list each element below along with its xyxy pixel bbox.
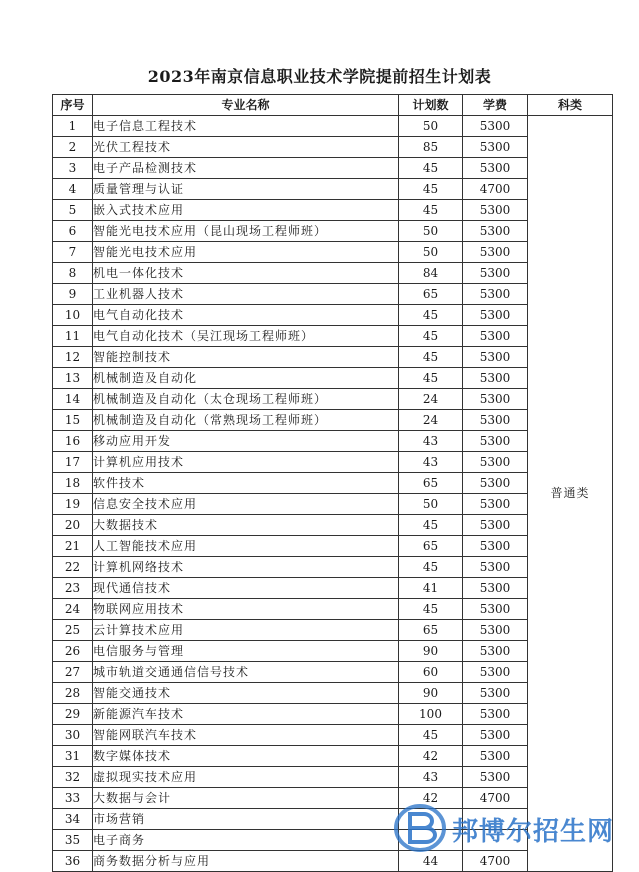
watermark-text: 邦博尔招生网 [452, 817, 615, 847]
row-seq: 12 [53, 347, 93, 368]
row-tuition: 5300 [463, 557, 528, 578]
row-plan-count: 50 [399, 116, 463, 137]
row-tuition: 5300 [463, 242, 528, 263]
row-plan-count: 43 [399, 452, 463, 473]
row-seq: 25 [53, 620, 93, 641]
row-plan-count: 45 [399, 557, 463, 578]
page-title: 2023年南京信息职业技术学院提前招生计划表 [147, 67, 492, 86]
row-seq: 6 [53, 221, 93, 242]
row-seq: 32 [53, 767, 93, 788]
row-plan-count: 65 [399, 620, 463, 641]
row-major-name: 机械制造及自动化 [93, 368, 399, 389]
row-seq: 18 [53, 473, 93, 494]
row-major-name: 质量管理与认证 [93, 179, 399, 200]
row-plan-count: 90 [399, 683, 463, 704]
header-plan: 计划数 [399, 95, 463, 116]
row-plan-count: 45 [399, 599, 463, 620]
row-seq: 9 [53, 284, 93, 305]
row-plan-count: 42 [399, 746, 463, 767]
row-plan-count: 45 [399, 305, 463, 326]
row-major-name: 智能控制技术 [93, 347, 399, 368]
header-category: 科类 [528, 95, 613, 116]
row-tuition: 5300 [463, 620, 528, 641]
row-major-name: 大数据技术 [93, 515, 399, 536]
row-seq: 7 [53, 242, 93, 263]
row-tuition: 5300 [463, 158, 528, 179]
row-plan-count: 24 [399, 389, 463, 410]
row-major-name: 人工智能技术应用 [93, 536, 399, 557]
row-seq: 27 [53, 662, 93, 683]
row-major-name: 智能光电技术应用（昆山现场工程师班） [93, 221, 399, 242]
row-tuition: 5300 [463, 515, 528, 536]
row-major-name: 新能源汽车技术 [93, 704, 399, 725]
row-major-name: 机械制造及自动化（太仓现场工程师班） [93, 389, 399, 410]
row-plan-count: 45 [399, 326, 463, 347]
row-tuition: 5300 [463, 389, 528, 410]
row-seq: 28 [53, 683, 93, 704]
row-major-name: 云计算技术应用 [93, 620, 399, 641]
row-tuition: 5300 [463, 536, 528, 557]
row-tuition: 5300 [463, 725, 528, 746]
row-plan-count: 50 [399, 242, 463, 263]
row-tuition: 5300 [463, 662, 528, 683]
row-tuition: 5300 [463, 746, 528, 767]
row-major-name: 电子信息工程技术 [93, 116, 399, 137]
row-seq: 19 [53, 494, 93, 515]
row-seq: 23 [53, 578, 93, 599]
row-plan-count: 45 [399, 347, 463, 368]
row-tuition: 5300 [463, 326, 528, 347]
row-major-name: 大数据与会计 [93, 788, 399, 809]
table-row [53, 116, 613, 137]
row-major-name: 机械制造及自动化（常熟现场工程师班） [93, 410, 399, 431]
row-tuition: 5300 [463, 263, 528, 284]
row-tuition: 4700 [463, 851, 528, 872]
row-plan-count: 45 [399, 179, 463, 200]
row-plan-count: 45 [399, 515, 463, 536]
row-major-name: 智能网联汽车技术 [93, 725, 399, 746]
row-seq: 10 [53, 305, 93, 326]
row-plan-count: 90 [399, 641, 463, 662]
row-tuition: 5300 [463, 494, 528, 515]
row-seq: 2 [53, 137, 93, 158]
row-major-name: 智能交通技术 [93, 683, 399, 704]
row-seq: 14 [53, 389, 93, 410]
row-tuition: 5300 [463, 200, 528, 221]
watermark-b-icon [392, 800, 452, 856]
row-plan-count: 84 [399, 263, 463, 284]
row-tuition: 5300 [463, 767, 528, 788]
row-plan-count: 41 [399, 578, 463, 599]
row-seq: 3 [53, 158, 93, 179]
row-major-name: 虚拟现实技术应用 [93, 767, 399, 788]
row-plan-count: 43 [399, 431, 463, 452]
row-tuition: 5300 [463, 473, 528, 494]
row-plan-count: 60 [399, 662, 463, 683]
row-seq: 22 [53, 557, 93, 578]
row-major-name: 现代通信技术 [93, 578, 399, 599]
table-header-row [53, 95, 613, 116]
row-tuition: 5300 [463, 305, 528, 326]
row-plan-count: 65 [399, 473, 463, 494]
row-major-name: 计算机应用技术 [93, 452, 399, 473]
row-plan-count: 85 [399, 137, 463, 158]
row-tuition: 5300 [463, 284, 528, 305]
row-tuition: 5300 [463, 431, 528, 452]
watermark-logo [392, 800, 632, 856]
row-seq: 20 [53, 515, 93, 536]
row-seq: 13 [53, 368, 93, 389]
row-seq: 34 [53, 809, 93, 830]
row-major-name: 电信服务与管理 [93, 641, 399, 662]
row-seq: 17 [53, 452, 93, 473]
row-seq: 5 [53, 200, 93, 221]
row-major-name: 电子产品检测技术 [93, 158, 399, 179]
row-tuition: 4700 [463, 788, 528, 809]
row-tuition: 5300 [463, 137, 528, 158]
row-tuition: 5300 [463, 116, 528, 137]
row-major-name: 移动应用开发 [93, 431, 399, 452]
row-plan-count: 45 [399, 200, 463, 221]
header-seq: 序号 [53, 95, 93, 116]
row-plan-count: 45 [399, 368, 463, 389]
row-tuition: 5300 [463, 347, 528, 368]
row-plan-count: 65 [399, 284, 463, 305]
row-tuition: 4700 [463, 179, 528, 200]
row-seq: 31 [53, 746, 93, 767]
row-major-name: 光伏工程技术 [93, 137, 399, 158]
row-major-name: 城市轨道交通通信信号技术 [93, 662, 399, 683]
row-seq: 15 [53, 410, 93, 431]
row-seq: 1 [53, 116, 93, 137]
row-tuition: 5300 [463, 641, 528, 662]
row-tuition: 5300 [463, 452, 528, 473]
row-plan-count: 50 [399, 221, 463, 242]
row-tuition: 5300 [463, 410, 528, 431]
row-tuition: 5300 [463, 221, 528, 242]
row-seq: 21 [53, 536, 93, 557]
row-plan-count: 24 [399, 410, 463, 431]
row-major-name: 信息安全技术应用 [93, 494, 399, 515]
row-tuition: 5300 [463, 683, 528, 704]
row-seq: 29 [53, 704, 93, 725]
row-seq: 30 [53, 725, 93, 746]
row-tuition: 5300 [463, 599, 528, 620]
header-major: 专业名称 [93, 95, 399, 116]
row-major-name: 计算机网络技术 [93, 557, 399, 578]
row-plan-count: 42 [399, 788, 463, 809]
row-major-name: 电子商务 [93, 830, 399, 851]
category-cell: 普通类 [528, 116, 613, 872]
row-major-name: 数字媒体技术 [93, 746, 399, 767]
row-plan-count: 65 [399, 536, 463, 557]
row-plan-count: 100 [399, 704, 463, 725]
row-seq: 33 [53, 788, 93, 809]
row-major-name: 嵌入式技术应用 [93, 200, 399, 221]
row-seq: 36 [53, 851, 93, 872]
row-tuition: 5300 [463, 368, 528, 389]
row-plan-count: 43 [399, 767, 463, 788]
header-fee: 学费 [463, 95, 528, 116]
row-major-name: 电气自动化技术（吴江现场工程师班） [93, 326, 399, 347]
row-tuition: 5300 [463, 578, 528, 599]
row-major-name: 工业机器人技术 [93, 284, 399, 305]
row-seq: 4 [53, 179, 93, 200]
row-plan-count: 44 [399, 851, 463, 872]
row-plan-count: 45 [399, 725, 463, 746]
row-seq: 11 [53, 326, 93, 347]
row-plan-count: 45 [399, 158, 463, 179]
row-major-name: 物联网应用技术 [93, 599, 399, 620]
row-tuition: 5300 [463, 704, 528, 725]
row-major-name: 智能光电技术应用 [93, 242, 399, 263]
enrollment-plan-table [52, 94, 613, 872]
row-major-name: 商务数据分析与应用 [93, 851, 399, 872]
row-seq: 26 [53, 641, 93, 662]
row-major-name: 市场营销 [93, 809, 399, 830]
row-seq: 16 [53, 431, 93, 452]
row-seq: 8 [53, 263, 93, 284]
row-plan-count: 50 [399, 494, 463, 515]
row-major-name: 机电一体化技术 [93, 263, 399, 284]
row-seq: 35 [53, 830, 93, 851]
row-seq: 24 [53, 599, 93, 620]
row-major-name: 电气自动化技术 [93, 305, 399, 326]
row-major-name: 软件技术 [93, 473, 399, 494]
